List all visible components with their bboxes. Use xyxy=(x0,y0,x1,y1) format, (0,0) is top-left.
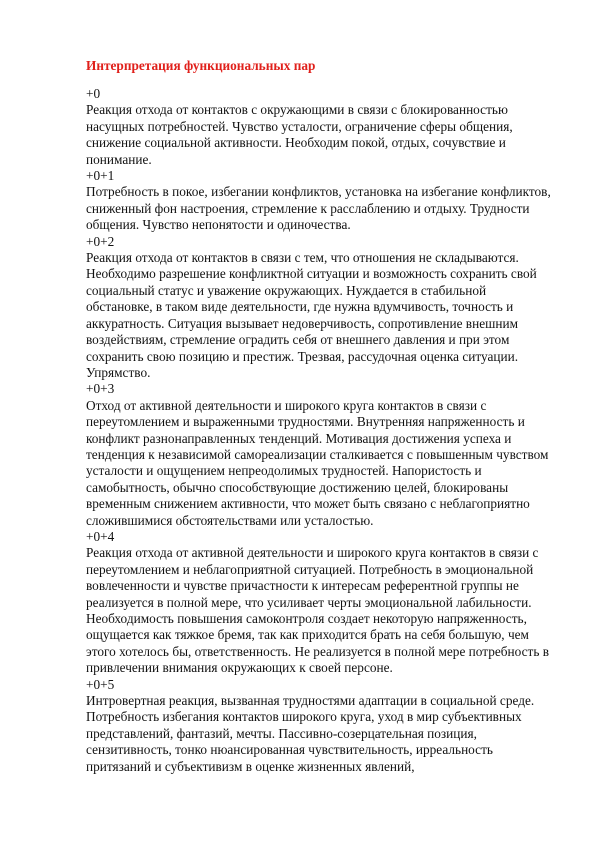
section-text: Интровертная реакция, вызванная трудностями адаптации в социальной среде. Потребность избегания контактов широкого круга, уход в мир субъективных представлений, фантазий, мечты. Пассивно-созерцательная позиция, сензитивность, тонко нюансированная чувствительность, ирреальность притязаний и субъективизм в оценке жизненных явлений, xyxy=(86,693,535,774)
section-0-2 xyxy=(86,234,556,382)
section-text: Потребность в покое, избегании конфликтов, установка на избегание конфликтов, сниженный фон настроения, стремление к расслаблению и отдыху. Трудности общения. Чувство непонятости и одиночества. xyxy=(86,184,551,233)
document-page xyxy=(86,58,556,775)
section-text: Реакция отхода от контактов с окружающими в связи с блокированностью насущных потребностей. Чувство усталости, ограничение сферы общения, снижение социальной активности. Необходим покой, отдых, сочувствие и понимание. xyxy=(86,102,513,167)
section-0-3 xyxy=(86,381,556,529)
section-0-1 xyxy=(86,168,556,234)
section-code: +0 xyxy=(86,86,101,101)
section-code: +0+3 xyxy=(86,381,115,397)
section-code: +0+1 xyxy=(86,168,115,184)
section-0-5 xyxy=(86,677,556,775)
section-text: Реакция отхода от контактов в связи с тем, что отношения не складываются. Необходимо разрешение конфликтной ситуации и возможность сохранить свой социальный статус и уважение окружающих. Нуждается в стабильной обстановке, в таком виде деятельности, где нужна вдумчивость, точность и аккуратность. Ситуация вызывает недоверчивость, сопротивление внешним воздействиям, стремление оградить себя от внешнего давления и при этом сохранить свою позицию и престиж. Трезвая, рассудочная оценка ситуации. Упрямство. xyxy=(86,250,537,380)
section-code: +0+2 xyxy=(86,233,115,249)
section-0-4 xyxy=(86,529,556,677)
document-title: Интерпретация функциональных пар xyxy=(86,58,316,73)
section-text: Отход от активной деятельности и широкого круга контактов в связи с переутомлением и выраженными трудностями. Внутренняя напряженность и конфликт разнонаправленных тенденций. Мотивация достижения успеха и тенденция к независимой самореализации сталкивается с повышенным чувством усталости и ощущением непреодолимых трудностей. Напористость и самобытность, обычно способствующие достижению целей, блокированы временным снижением активности, что может быть связано с неблагоприятно сложившимися обстоятельствами или усталостью. xyxy=(86,397,549,528)
section-0 xyxy=(86,86,556,168)
section-code: +0+4 xyxy=(86,528,115,544)
section-code: +0+5 xyxy=(86,676,115,692)
section-text: Реакция отхода от активной деятельности и широкого круга контактов в связи с переутомлением и неблагоприятной ситуацией. Потребность в эмоциональной вовлеченности и чувстве причастности к интересам референтной группы не реализуется в полной мере, что усиливает черты эмоциональной лабильности. Необходимость повышения самоконтроля создает некоторую напряженность, ощущается как тяжкое бремя, так как приходится брать на себя большую, чем этого хотелось бы, ответственность. Не реализуется в полной мере потребность в привлечении внимания окружающих к своей персоне. xyxy=(86,545,550,676)
